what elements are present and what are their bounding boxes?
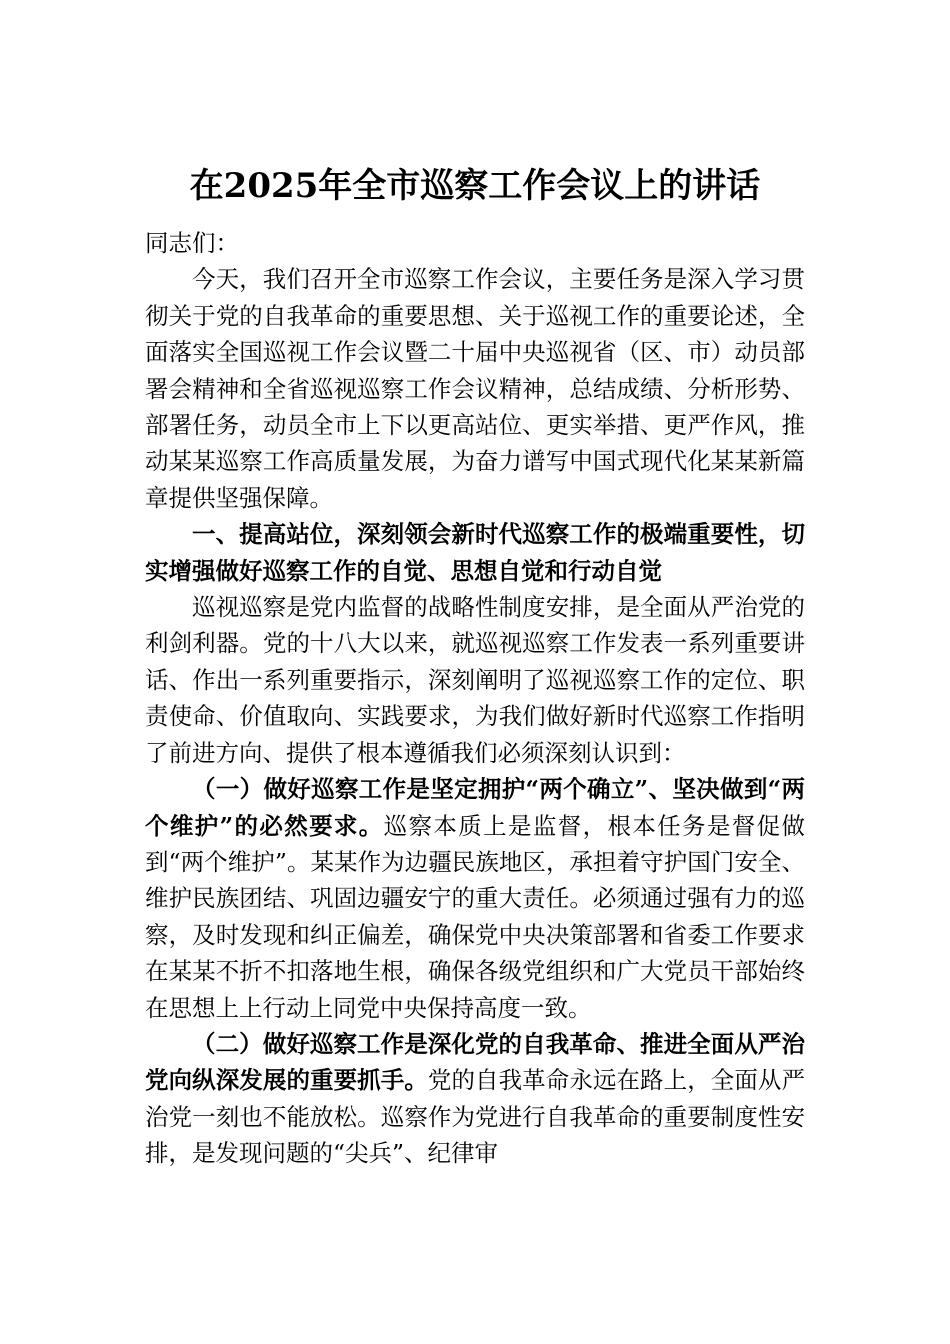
point-1-body: 巡察本质上是监督，根本任务是督促做到“两个维护”。某某作为边疆民族地区，承担着守护国门安全、维护民族团结、巩固边疆安宁的重大责任。必须通过强有力的巡察，及时发现和纠正偏差，确保党中央决策部署和省委工作要求在某某不折不扣落地生根，确保各级党组织和广大党员干部始终在思想上上行动上同党中央保持高度一致。 bbox=[145, 811, 805, 1022]
point-2-paragraph bbox=[145, 1026, 805, 1172]
point-2-lead: （二）做好巡察工作是深化党的自我革命、推进全面从严治党向纵深发展的重要抓手。 bbox=[145, 1029, 805, 1095]
point-1-lead: （一）做好巡察工作是坚定拥护“两个确立”、坚决做到“两个维护”的必然要求。 bbox=[145, 775, 805, 840]
section-1-paragraph: 巡视巡察是党内监督的战略性制度安排，是全面从严治党的利剑利器。党的十八大以来，就巡视巡察工作发表一系列重要讲话、作出一系列重要指示，深刻阐明了巡视巡察工作的定位、职责使命、价值取向、实践要求，为我们做好新时代巡察工作指明了前进方向、提供了根本遵循我们必须深刻认识到： bbox=[145, 593, 805, 767]
point-1-paragraph bbox=[145, 771, 805, 1026]
intro-paragraph: 今天，我们召开全市巡察工作会议，主要任务是深入学习贯彻关于党的自我革命的重要思想、关于巡视工作的重要论述，全面落实全国巡视工作会议暨二十届中央巡视省（区、市）动员部署会精神和全省巡视巡察工作会议精神，总结成绩、分析形势、部署任务，动员全市上下以更高站位、更实举措、更严作风，推动某某巡察工作高质量发展，为奋力谱写中国式现代化某某新篇章提供坚强保障。 bbox=[145, 265, 805, 512]
section-heading-1: 一、提高站位，深刻领会新时代巡察工作的极端重要性，切实增强做好巡察工作的自觉、思想自觉和行动自觉 bbox=[145, 520, 805, 585]
document-body bbox=[145, 225, 805, 1172]
salutation: 同志们： bbox=[145, 229, 239, 257]
point-2-body: 党的自我革命永远在路上，全面从严治党一刻也不能放松。巡察作为党进行自我革命的重要制度性安排，是发现问题的“尖兵”、纪律审 bbox=[145, 1066, 806, 1168]
document-title: 在2025年全市巡察工作会议上的讲话 bbox=[189, 166, 761, 206]
